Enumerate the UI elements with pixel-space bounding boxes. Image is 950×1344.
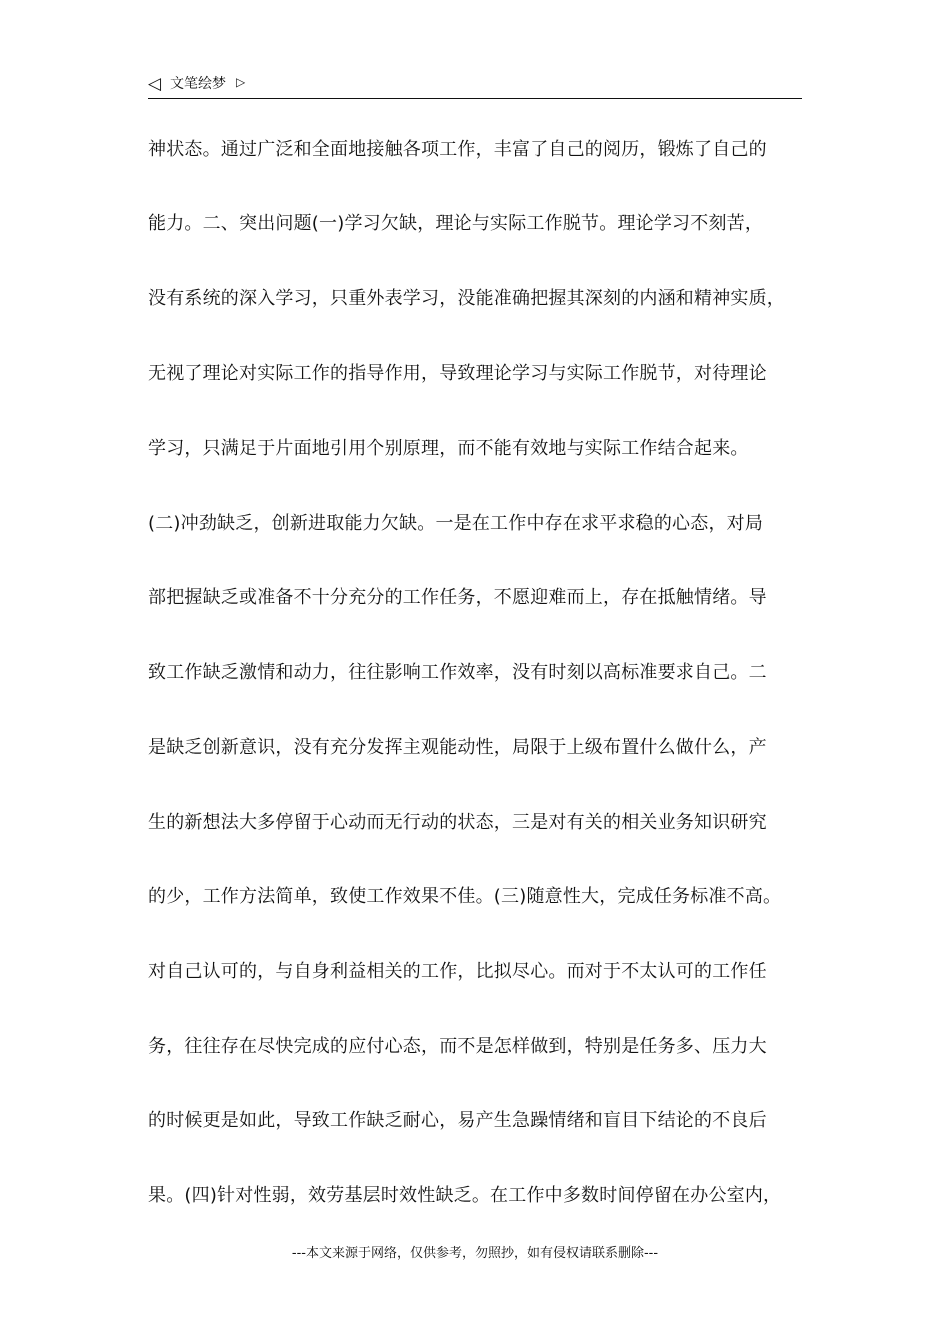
text-line: 致工作缺乏激情和动力，往往影响工作效率，没有时刻以高标准要求自己。二 (148, 662, 767, 683)
text-line: 无视了理论对实际工作的指导作用，导致理论学习与实际工作脱节，对待理论 (148, 363, 767, 384)
text-line: 能力。二、突出问题(一)学习欠缺，理论与实际工作脱节。理论学习不刻苦， (148, 213, 764, 234)
text-line: 果。(四)针对性弱，效劳基层时效性缺乏。在工作中多数时间停留在办公室内， (148, 1185, 782, 1206)
text-line: 的少，工作方法简单，致使工作效果不佳。(三)随意性大，完成任务标准不高。 (148, 886, 782, 907)
text-line: (二)冲劲缺乏，创新进取能力欠缺。一是在工作中存在求平求稳的心态，对局 (148, 513, 764, 534)
text-line: 部把握缺乏或准备不十分充分的工作任务，不愿迎难而上，存在抵触情绪。导 (148, 587, 767, 608)
text-line: 务，往往存在尽快完成的应付心态，而不是怎样做到，特别是任务多、压力大 (148, 1036, 767, 1057)
text-line: 神状态。通过广泛和全面地接触各项工作，丰富了自己的阅历，锻炼了自己的 (148, 139, 767, 160)
text-line: 对自己认可的，与自身利益相关的工作，比拟尽心。而对于不太认可的工作任 (148, 961, 767, 982)
text-line: 生的新想法大多停留于心动而无行动的状态，三是对有关的相关业务知识研究 (148, 812, 767, 833)
page-footer: ---本文来源于网络，仅供参考，勿照抄，如有侵权请联系删除--- (291, 1246, 659, 1261)
text-line: 的时候更是如此，导致工作缺乏耐心，易产生急躁情绪和盲目下结论的不良后 (148, 1110, 767, 1131)
text-line: 没有系统的深入学习，只重外表学习，没能准确把握其深刻的内涵和精神实质， (148, 288, 785, 309)
header-title: 文笔绘梦 (170, 76, 226, 92)
text-line: 学习，只满足于片面地引用个别原理，而不能有效地与实际工作结合起来。 (148, 438, 749, 459)
triangle-left-icon: ◁ (148, 74, 162, 94)
page-header (148, 74, 802, 99)
text-line: 是缺乏创新意识，没有充分发挥主观能动性，局限于上级布置什么做什么，产 (148, 737, 767, 758)
triangle-right-icon: ▷ (236, 75, 246, 89)
